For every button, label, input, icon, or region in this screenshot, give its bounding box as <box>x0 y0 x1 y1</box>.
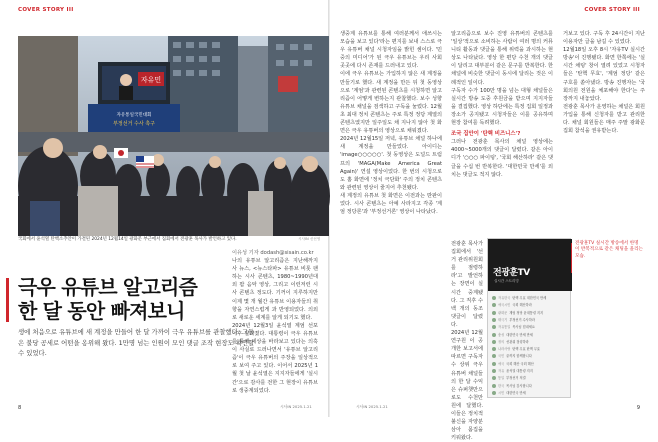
column-3 <box>451 30 553 235</box>
chat-text: 부정선거 수사하라 <box>509 317 535 322</box>
chat-text: 윤석열 대통령 지지 <box>506 369 533 373</box>
chat-message <box>492 368 568 375</box>
chat-author: 충성 <box>498 332 505 337</box>
phone-label-line <box>571 243 572 273</box>
col5-paragraph: 전광훈 목사가 집회에서 '선거 관리위원회를 점령하라'고 발언하는 장면이 실시간 중계됐다. 그 직후 수백 개의 동조 댓글이 달렸다. <box>451 241 483 328</box>
chat-avatar <box>492 347 496 351</box>
col3-paragraph: 그러나 전광훈 목사의 채널 영상에는 4000~5000개의 댓글이 달렸다. 같은 아이디가 '○○○ 파이팅', '국회 해산하라' 같은 댓글을 수십 번 반복한다. '대한민국 만세'를 외치는 댓글도 적지 않다. <box>451 139 553 178</box>
chat-message <box>492 353 568 360</box>
column-2 <box>340 30 442 400</box>
chat-message <box>492 390 568 397</box>
chat-avatar <box>492 376 496 380</box>
col2-paragraph: 생중계 유튜브를 통해 여러분께서 애쓰시는 모습을 보고 있다'라는 편지를 보내 스스로 극우 유튜버 채널 시청자임을 밝힌 셈이다. '민중의 미디어'가 된 극우 유튜브는 우리 사회 곳곳에 다시 존재를 드러내고 있다. <box>340 31 442 70</box>
section-tag-left: COVER STORY III <box>18 7 74 13</box>
chat-avatar <box>492 333 496 337</box>
magazine-issue-right: 시사IN 2025.1.21 <box>356 404 388 409</box>
chat-message <box>492 332 568 339</box>
screen-text: 자유민 <box>140 76 162 84</box>
headline-line1: 극우 유튜브 알고리즘 <box>18 275 198 299</box>
col1-paragraph: 2024년 12월3일 윤석열 계엄 선포 이후 달라졌다. 대통령이 극우 유튜브를 통해 세상을 바라보고 있다는 의혹이 사실로 드러나면서 '유튜브 알고리즘'이 극우 유튜버의 주장을 일상적으로 보여 주고 있다. 이어서 2025년 1월 첫 날 윤석열은 지지자들에게 '실시간'으로 감사를 전한 그 현장이 유튜브로 생중계되었다. <box>232 322 318 394</box>
col4-paragraph: 전광훈 목사가 운영하는 채널은 회원 가입을 통해 신청자를 받고 관리한다. 채널 회원들은 매주 주말 광화문 집회 참석을 권유받는다. <box>563 103 645 135</box>
chat-text: 선관위 점령하라 <box>506 339 529 344</box>
deck: 생에 처음으로 유튜브에 새 계정을 만들어 한 달 가까이 극우 유튜브를 관찰했다. 그들은 불당 공세로 어떤을 옹위해 왔다. 1만명 넘는 인원이 모인 댓글 조작 현장도 확인할 수 있었다. <box>18 328 255 357</box>
phone-screenshot <box>487 238 571 398</box>
chat-avatar <box>492 303 496 307</box>
svg-text:부정선거 수사 촉구: 부정선거 수사 촉구 <box>113 121 155 127</box>
column-5 <box>451 240 483 442</box>
magazine-issue-left: 시사IN 2025.1.21 <box>280 404 312 409</box>
photo-caption: 국회에서 윤석열 탄핵소추안이 가결된 2024년 12월14일 광화문 부근에서 집회에서 전광훈 목사가 발언하고 있다. <box>18 237 237 242</box>
col2-paragraph: 2024년 12월15일 저녁, 유튜브 채널 하나에 새 계정을 만들었다. 아이디는 'image○○○○○'. 첫 동영상은 도널드 트럼프의 'MAGA(Make America Great Again)' 연설 영상이었다. 한 번의 시청으로도 홈 화면에 '정치 극단화' 주의 정치 콘텐츠와 관련된 영상이 줄지어 추천됐다. <box>340 136 442 191</box>
chat-avatar <box>492 354 496 358</box>
headline-accent-bar <box>6 278 9 322</box>
rally-photo <box>18 36 329 236</box>
byline: 이유성 기자 dodash@sisain.co.kr <box>232 250 314 256</box>
chat-author: 정의 <box>498 339 505 344</box>
col4-paragraph: 12월18일 오후 8시 '자유TV 실시간 방송'이 진행됐다. 화면 한쪽에는 '실시간 채팅' 창이 열려 있었고 시청자들은 '탄핵 무효', '계엄 정당' 같은 구호를 쏟아냈다. 방송 진행자는 '국회의원 전원을 체포해야 한다'는 주장까지 내놓았다. <box>563 47 645 102</box>
chat-author: 통일 <box>498 376 505 381</box>
chat-author: 국민 <box>498 354 505 359</box>
subhead: 조국 집안이 '탄핵 비즈니스'? <box>451 131 521 138</box>
chat-avatar <box>492 318 496 322</box>
chat-text: 국회 해산하라 <box>512 303 532 308</box>
chat-author: 자유통일 <box>498 325 511 330</box>
col5-paragraph: 2024년 12월 연구원 이 공개한 보고서에 따르면 구독자 수 상위 극우 유튜버 채널들의 한 달 수익은 슈퍼챗만으로도 수천만 원에 달했다. 이들은 정치적 불신을 자양분 삼아 몸집을 키워왔다. <box>451 330 483 442</box>
col1-paragraph: 나의 유튜브 알고리즘은 지난해까지 사 뉴스, <뉴스타파> 유튜브 비롯 팬하는 시사 콘텐츠, 1980~1990년대 외 팝 음악 영상, 그리고 이런저런 시사 콘텐츠 정도다. 기꺼이 지루하지만 이제 몇 개 월간 유튜브 이용자들의 취향을 자연스럽게 과 반영되었다. 의외로 새로운 세계를 알게 되기도 했다. <box>232 258 318 321</box>
headline-line2: 한 달 동안 빠져보니 <box>18 299 185 323</box>
chat-author: 시민 <box>498 390 505 395</box>
col2-paragraph: 이에 극우 유튜브는 가입하지 않은 새 계정을 만들기로 했다. 새 계정을 만든 뒤 첫 동영상으로 '계엄'과 관련된 콘텐츠를 시청하면 알고리즘이 어떻게 변하는지 관찰했다. 보수 성향 유튜브 채널을 검색하고 구독을 눌렀다. 12월 초 최대 정치 콘텐츠는 주로 특정 정당 계열의 콘텐츠였지만 일주일도 채 지나지 않아 첫 화면은 극우 유튜버의 영상으로 채워졌다. <box>340 71 442 135</box>
chat-text: 대한민국 만세 만세 <box>506 332 533 337</box>
chat-text: 국회 해산 국회 해산 <box>506 361 534 366</box>
chat-text: 부정선거 척결 <box>506 376 526 381</box>
chat-author: 광화문 <box>498 310 508 315</box>
chat-avatar <box>492 296 496 300</box>
chat-author: 나라사랑 <box>498 347 511 352</box>
page-number-right: 9 <box>636 405 640 411</box>
chat-avatar <box>492 384 496 388</box>
chat-text: 목사님 감사합니다 <box>506 383 532 388</box>
chat-message <box>492 383 568 390</box>
chat-author: 태극기 <box>498 317 508 322</box>
column-4 <box>563 30 645 235</box>
phone-video <box>488 239 572 291</box>
chat-author: 애국시민 <box>498 303 511 308</box>
chat-text: 대한민국 만세 <box>506 390 526 395</box>
chat-author: 자유한국 <box>498 296 511 300</box>
chat-text: 목사님 힘내세요 <box>512 325 535 330</box>
col3-paragraph: 구독자 수가 100만 명을 넘는 대형 채널들은 실시간 방송 도중 후원금을 받으며 지지자들을 결집했다. 영상 하단에는 특정 집회 일정과 장소가 공지됐고 시청자들은 이를 공유하며 현장 참여를 독려했다. <box>451 87 553 127</box>
svg-text:자유통일국민대회: 자유통일국민대회 <box>116 113 152 118</box>
chat-message <box>492 346 568 353</box>
section-tag-right: COVER STORY III <box>584 7 640 13</box>
chat-avatar <box>492 391 496 395</box>
chat-avatar <box>492 311 496 315</box>
chat-avatar <box>492 325 496 329</box>
chat-message <box>492 295 568 302</box>
chat-text: 탄핵 무효 탄핵 무효 <box>512 347 541 352</box>
chat-author: 한국 <box>498 383 505 388</box>
phone-channel-name: 전광훈TV <box>493 268 530 278</box>
chat-author: 자유 <box>498 369 505 373</box>
chat-text: 끝까지 함께합니다 <box>506 354 532 359</box>
chat-text: 탄핵 무효 대한민국 만세 <box>512 296 547 300</box>
headline <box>18 275 208 323</box>
col3-paragraph: 알고리즘으로 보수 진영 유튜버의 콘텐츠를 '일상'적으로 소비하는 사람이 여러 명의 커뮤니티 활동과 댓글을 통해 위력을 과시하는 현상도 나타났다. 영상 한 편당 수천 개의 댓글이 달리고 대부분이 같은 문구를 반복한다. 한 채널에 비슷한 댓글이 동시에 달리는 것은 이례적인 일이다. <box>451 31 553 86</box>
chat-message <box>492 317 568 324</box>
chat-message <box>492 375 568 382</box>
chat-text: 계엄 정당 윤대통령 지지 <box>509 310 544 315</box>
phone-caption: 전광훈TV 실시간 방송에서 한명이 반복적으로 같은 채팅을 올리는 모습. <box>575 241 643 259</box>
col2-paragraph: 새 계정의 유튜브 첫 화면은 이전과는 딴판이었다. 시사 콘텐츠는 아예 사라지고 각종 '계엄 정당론'과 '부정선거론' 영상이 나타났다. <box>340 192 442 216</box>
chat-message <box>492 361 568 368</box>
chat-avatar <box>492 362 496 366</box>
chat-avatar <box>492 369 496 373</box>
photo-credit: 시사IN 신선영 <box>298 237 321 241</box>
page-number-left: 8 <box>18 405 22 411</box>
chat-message <box>492 310 568 317</box>
col4-paragraph: 거보고 있다. 구독 후 24시간이 지난 이용자만 글을 남길 수 있었다. <box>563 31 645 46</box>
chat-message <box>492 302 568 309</box>
phone-channel-sub: 실시간 스트리밍 <box>494 279 519 283</box>
chat-avatar <box>492 340 496 344</box>
chat-message <box>492 324 568 331</box>
column-1 <box>232 249 318 401</box>
chat-author: 애국 <box>498 361 505 366</box>
chat-message <box>492 339 568 346</box>
